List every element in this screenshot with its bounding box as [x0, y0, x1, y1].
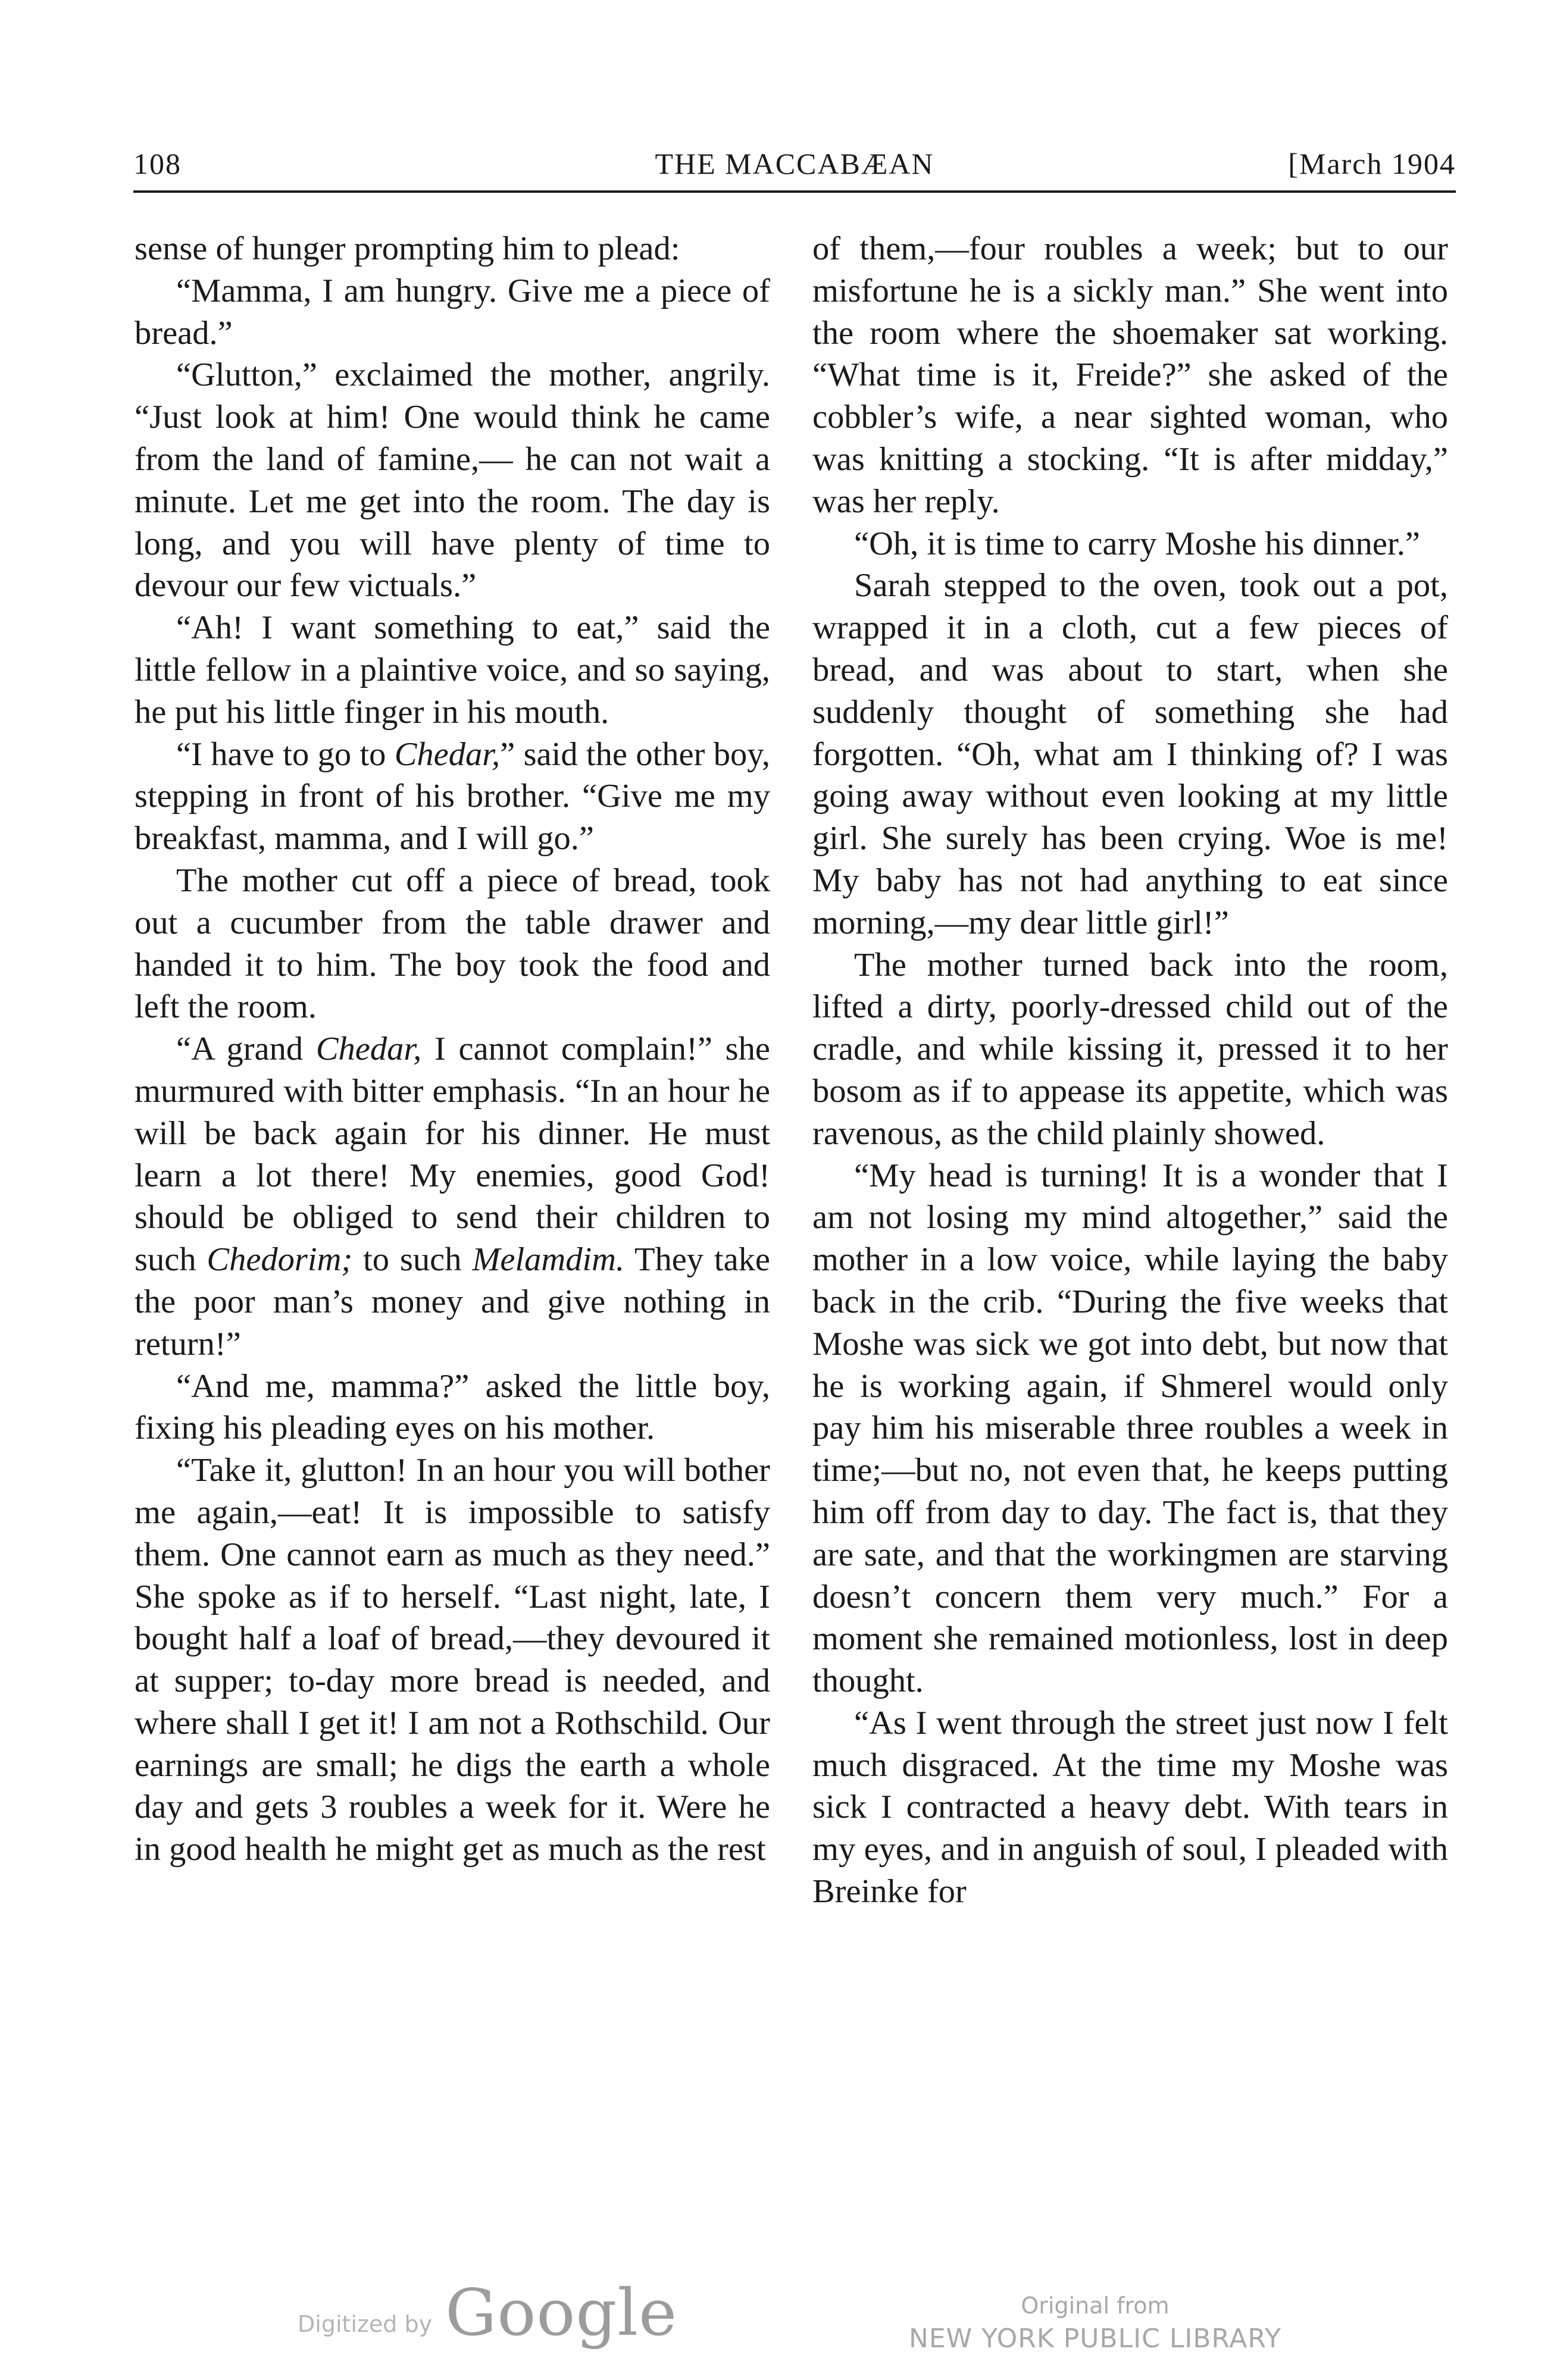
google-logo: Google — [445, 2276, 677, 2350]
italic-term: Chedorim; — [207, 1241, 353, 1279]
digitized-by-label: Digitized by — [298, 2311, 433, 2337]
paragraph: “My head is turning! It is a wonder that I am not losing my mind altogether,” said the mother in a low voice, while laying the baby back in the crib. “During the five weeks that Moshe was sick we got into debt, but now that he is working again, if Shmerel would only pay him his miserable three roubles a week in time;—but no, not even that, he keeps putting him off from day to day. The fact is, that they are sate, and that the workingmen are starving doesn’t concern them very much.” For a moment she remained motionless, lost in deep thought. — [812, 1157, 1448, 1700]
paragraph: sense of hunger prompting him to plead: — [135, 230, 680, 267]
text-run: ” said the other boy, stepping in front of his brother. “Give me my breakfast, mamma, and I will go.” — [135, 735, 770, 857]
right-column — [812, 228, 1448, 1913]
paragraph: of them,—four roubles a week; but to our misfortune he is a sickly man.” She went into the room where the shoemaker sat working. “What time is it, Freide?” she asked of the cobbler’s wife, a near sighted woman, who was knitting a stocking. “It is after midday,” was her reply. — [812, 230, 1448, 520]
original-from-label: Original from — [1021, 2293, 1170, 2319]
text-run: “A grand — [176, 1031, 316, 1068]
text-run: I cannot complain!” she murmured with bitter emphasis. “In an hour he will be back again for his dinner. He must learn a lot there! My enemies, good God! should be obliged to send their children to such — [135, 1031, 771, 1279]
paragraph: “Glutton,” exclaimed the mother, angrily. “Just look at him! One would think he came from the land of famine,— he can not wait a minute. Let me get into the room. The day is long, and you will have plenty of time to devour our few victuals.” — [135, 356, 770, 605]
paragraph — [135, 734, 770, 860]
text-run: “I have to go to — [176, 735, 395, 773]
paragraph: “Mamma, I am hungry. Give me a piece of bread.” — [135, 272, 770, 352]
paragraph: The mother cut off a piece of bread, took out a cucumber from the table drawer and handed it to him. The boy took the food and left the room. — [135, 862, 770, 1026]
left-column — [135, 228, 770, 1871]
italic-term: Melamdim. — [472, 1241, 625, 1279]
library-name: NEW YORK PUBLIC LIBRARY — [908, 2323, 1282, 2354]
paragraph: The mother turned back into the room, lifted a dirty, poorly-dressed child out of the cradle, and while kissing it, pressed it to her bosom as if to appease its appetite, which was ravenous, as the child plainly showed. — [812, 946, 1448, 1152]
paragraph: “Oh, it is time to carry Moshe his dinner.” — [854, 525, 1420, 562]
page-number: 108 — [133, 147, 182, 180]
issue-date: [March 1904 — [1288, 147, 1456, 180]
library-credit — [863, 2290, 1327, 2356]
running-title: THE MACCABÆAN — [655, 147, 934, 180]
paragraph: “Ah! I want something to eat,” said the little fellow in a plaintive voice, and so saying, he put his little finger in his mouth. — [135, 609, 770, 731]
text-run: to such — [352, 1241, 473, 1279]
google-digitized-mark — [298, 2267, 677, 2350]
paragraph: “As I went through the street just now I felt much disgraced. At the time my Moshe was sick I contracted a heavy debt. With tears in my eyes, and in anguish of soul, I pleaded with Breinke for — [812, 1704, 1448, 1911]
paragraph: “Take it, glutton! In an hour you will bother me again,—eat! It is impossible to satisfy them. One cannot earn as much as they need.” She spoke as if to herself. “Last night, late, I bought half a loaf of bread,—they devoured it at supper; to-day more bread is needed, and where shall I get it! I am not a Rothschild. Our earnings are small; he digs the earth a whole day and gets 3 roubles a week for it. Were he in good health he might get as much as the rest — [135, 1452, 770, 1868]
running-header — [133, 143, 1456, 193]
paragraph: “And me, mamma?” asked the little boy, fixing his pleading eyes on his mother. — [135, 1367, 770, 1447]
paragraph — [135, 1028, 770, 1365]
text-run: They take the poor man’s money and give nothing in return!” — [135, 1241, 770, 1363]
italic-term: Chedar, — [394, 735, 501, 773]
italic-term: Chedar, — [315, 1031, 422, 1068]
paragraph: Sarah stepped to the oven, took out a pot, wrapped it in a cloth, cut a few pieces of bread, and was about to start, when she suddenly thought of something she had forgotten. “Oh, what am I thinking of? I was going away without even looking at my little girl. She surely has been crying. Woe is me! My baby has not had anything to eat since morning,—my dear little girl!” — [812, 567, 1448, 941]
